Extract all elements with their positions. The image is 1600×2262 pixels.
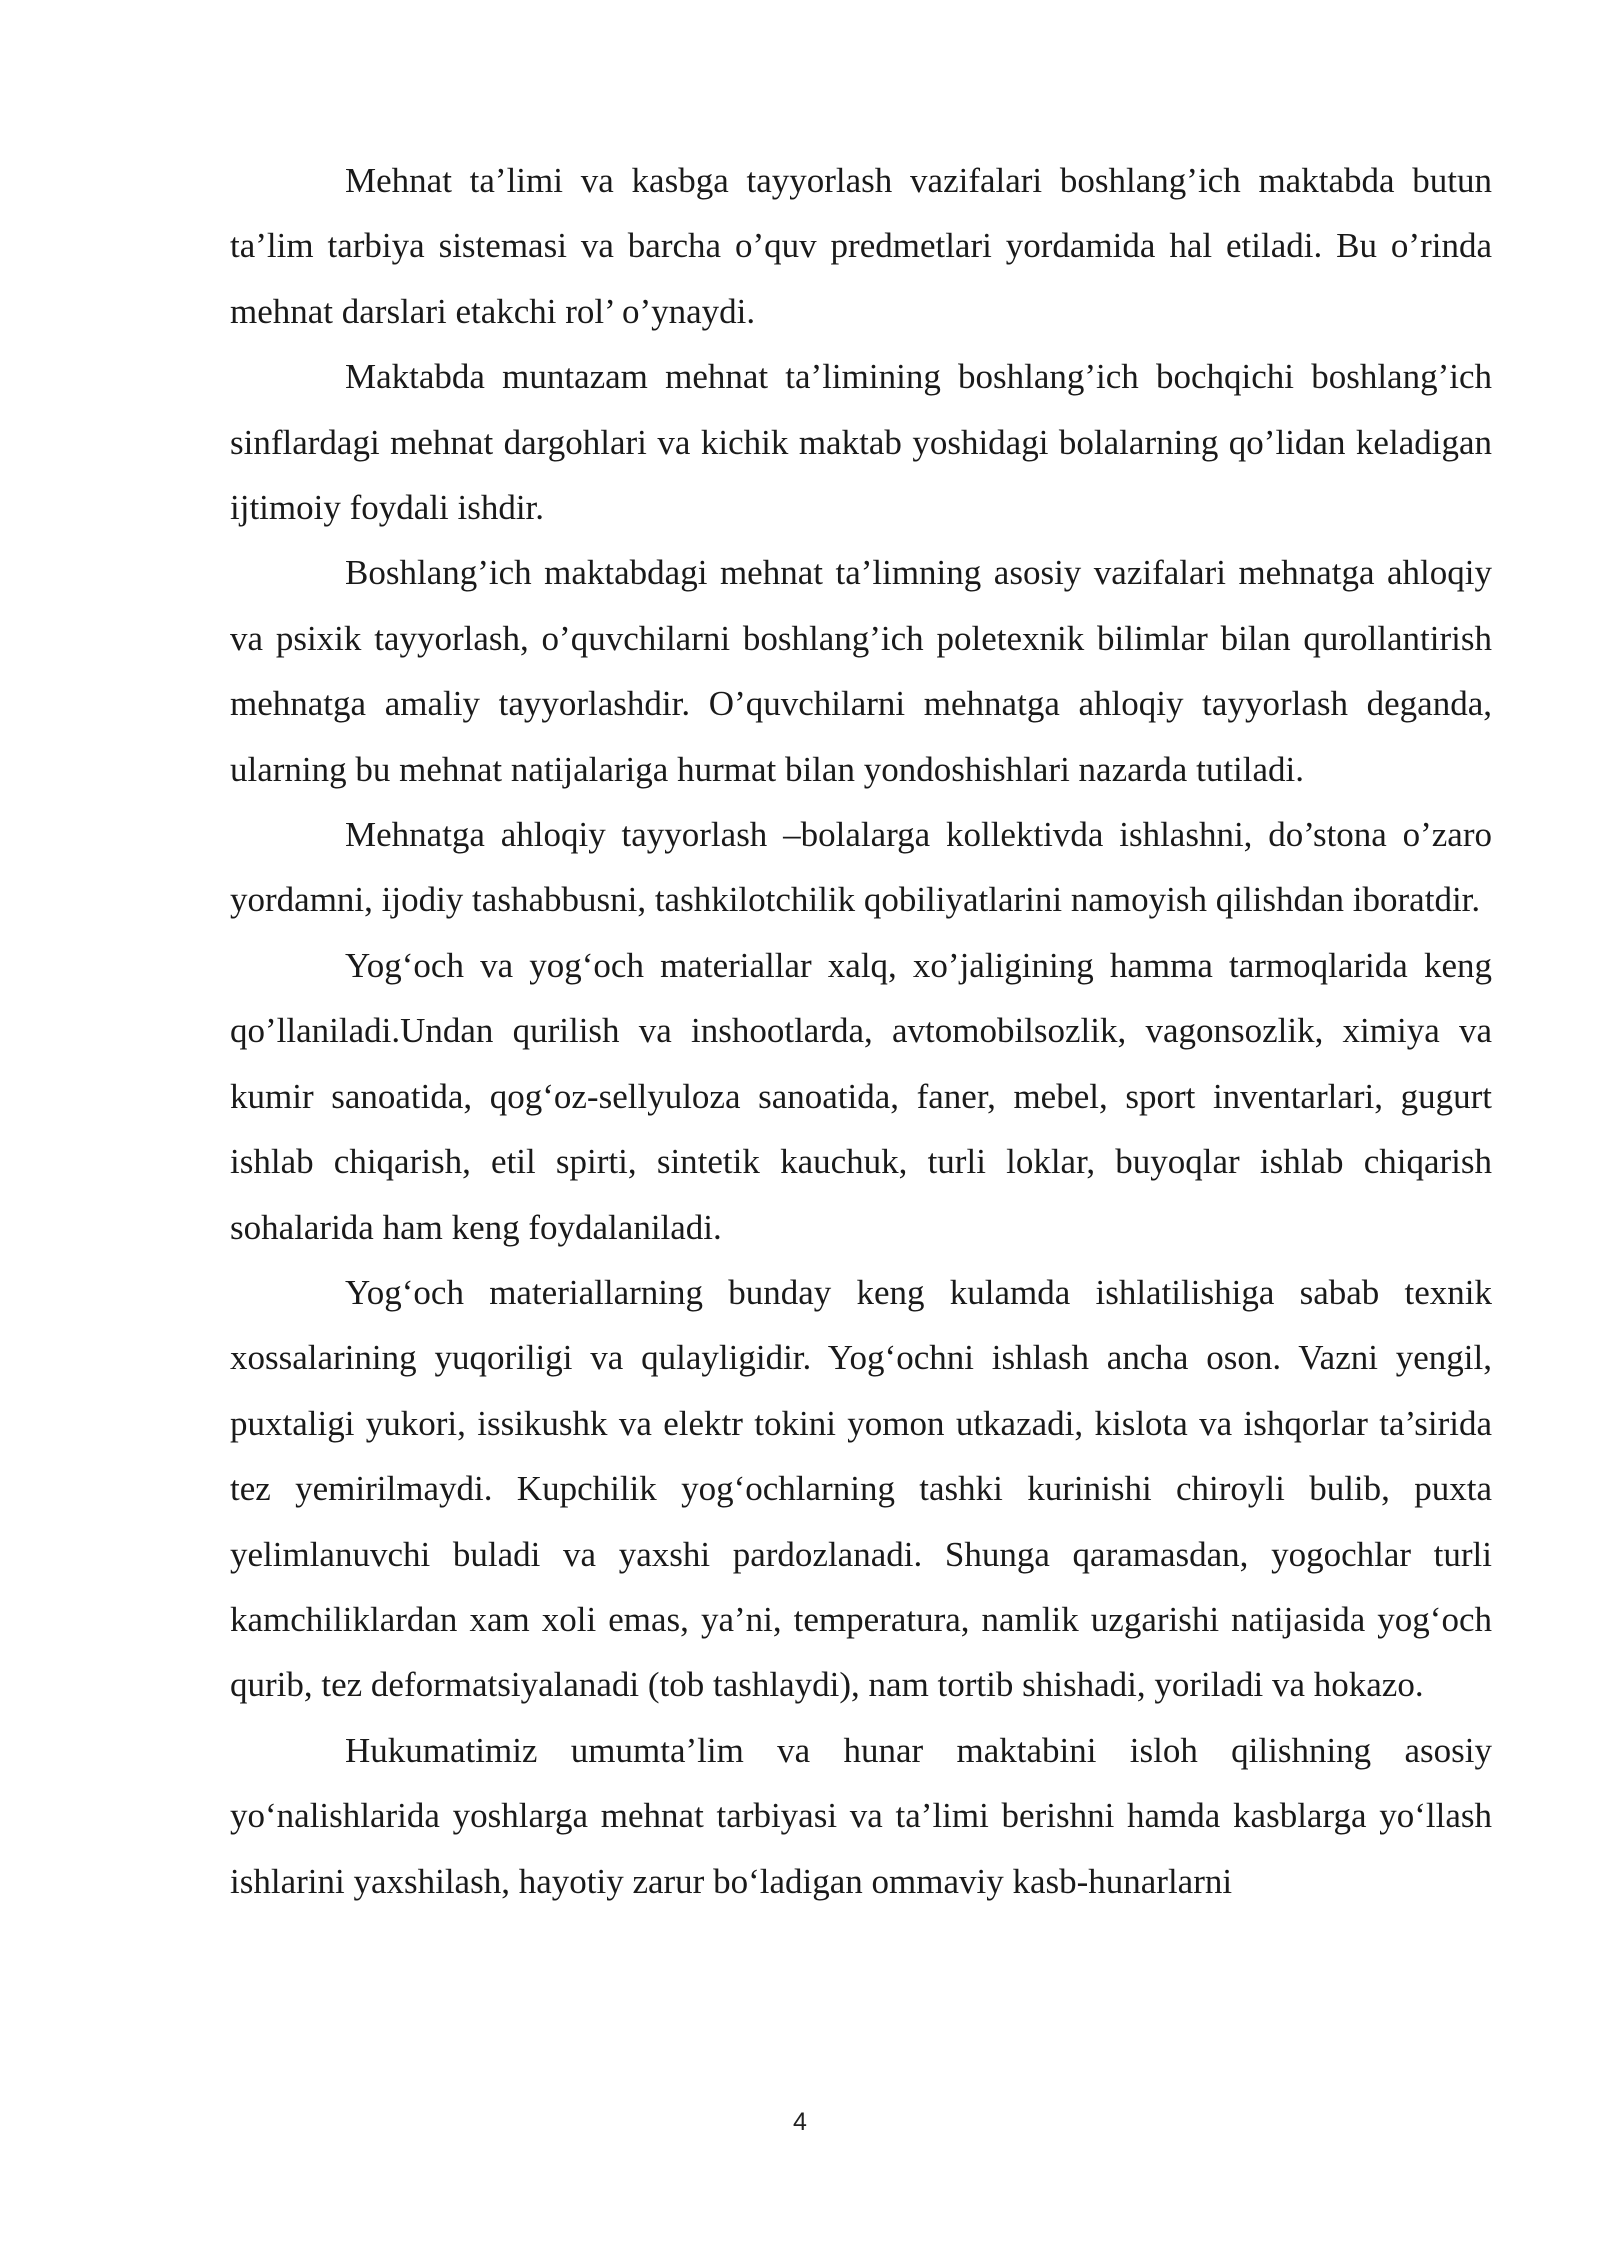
paragraph-7: Hukumatimiz umumta’lim va hunar maktabini isloh qilishning asosiy yo‘nalishlarida yoshlarga mehnat tarbiyasi va ta’limi berishni hamda kasblarga yo‘llash ishlarini yaxshilash, hayotiy zarur bo‘ladigan ommaviy kasb-hunarlarni: [230, 1730, 1492, 1901]
page-number: 4: [793, 2108, 807, 2136]
paragraph-5: Yog‘och va yog‘och materiallar xalq, xo’jaligining hamma tarmoqlarida keng qo’llaniladi.Undan qurilish va inshootlarda, avtomobilsozlik, vagonsozlik, ximiya va kumir sanoatida, qog‘oz-sellyuloza sanoatida, faner, mebel, sport inventarlari, gugurt ishlab chiqarish, etil spirti, sintetik kauchuk, turli loklar, buyoqlar ishlab chiqarish sohalarida ham keng foydalaniladi.: [230, 945, 1492, 1247]
paragraph-2: Maktabda muntazam mehnat ta’limining boshlang’ich bochqichi boshlang’ich sinflardagi mehnat dargohlari va kichik maktab yoshidagi bolalarning qo’lidan keladigan ijtimoiy foydali ishdir.: [230, 357, 1492, 528]
document-body: [230, 148, 1492, 1914]
paragraph-3: Boshlang’ich maktabdagi mehnat ta’limning asosiy vazifalari mehnatga ahloqiy va psixik tayyorlash, o’quvchilarni boshlang’ich poletexnik bilimlar bilan qurollantirish mehnatga amaliy tayyorlashdir. O’quvchilarni mehnatga ahloqiy tayyorlash deganda, ularning bu mehnat natijalariga hurmat bilan yondoshishlari nazarda tutiladi.: [230, 553, 1492, 789]
paragraph-4: Mehnatga ahloqiy tayyorlash –bolalarga kollektivda ishlashni, do’stona o’zaro yordamni, ijodiy tashabbusni, tashkilotchilik qobiliyatlarini namoyish qilishdan iboratdir.: [230, 815, 1492, 920]
paragraph-1: Mehnat ta’limi va kasbga tayyorlash vazifalari boshlang’ich maktabda butun ta’lim tarbiya sistemasi va barcha o’quv predmetlari yordamida hal etiladi. Bu o’rinda mehnat darslari etakchi rol’ o’ynaydi.: [230, 161, 1492, 331]
paragraph-6: Yog‘och materiallarning bunday keng kulamda ishlatilishiga sabab texnik xossalarining yuqoriligi va qulayligidir. Yog‘ochni ishlash ancha oson. Vazni yengil, puxtaligi yukori, issikushk va elektr tokini yomon utkazadi, kislota va ishqorlar ta’sirida tez yemirilmaydi. Kupchilik yog‘ochlarning tashki kurinishi chiroyli bulib, puxta yelimlanuvchi buladi va yaxshi pardozlanadi. Shunga qaramasdan, yogochlar turli kamchiliklardan xam xoli emas, ya’ni, temperatura, namlik uzgarishi natijasida yog‘och qurib, tez deformatsiyalanadi (tob tashlaydi), nam tortib shishadi, yoriladi va hokazo.: [230, 1272, 1492, 1705]
